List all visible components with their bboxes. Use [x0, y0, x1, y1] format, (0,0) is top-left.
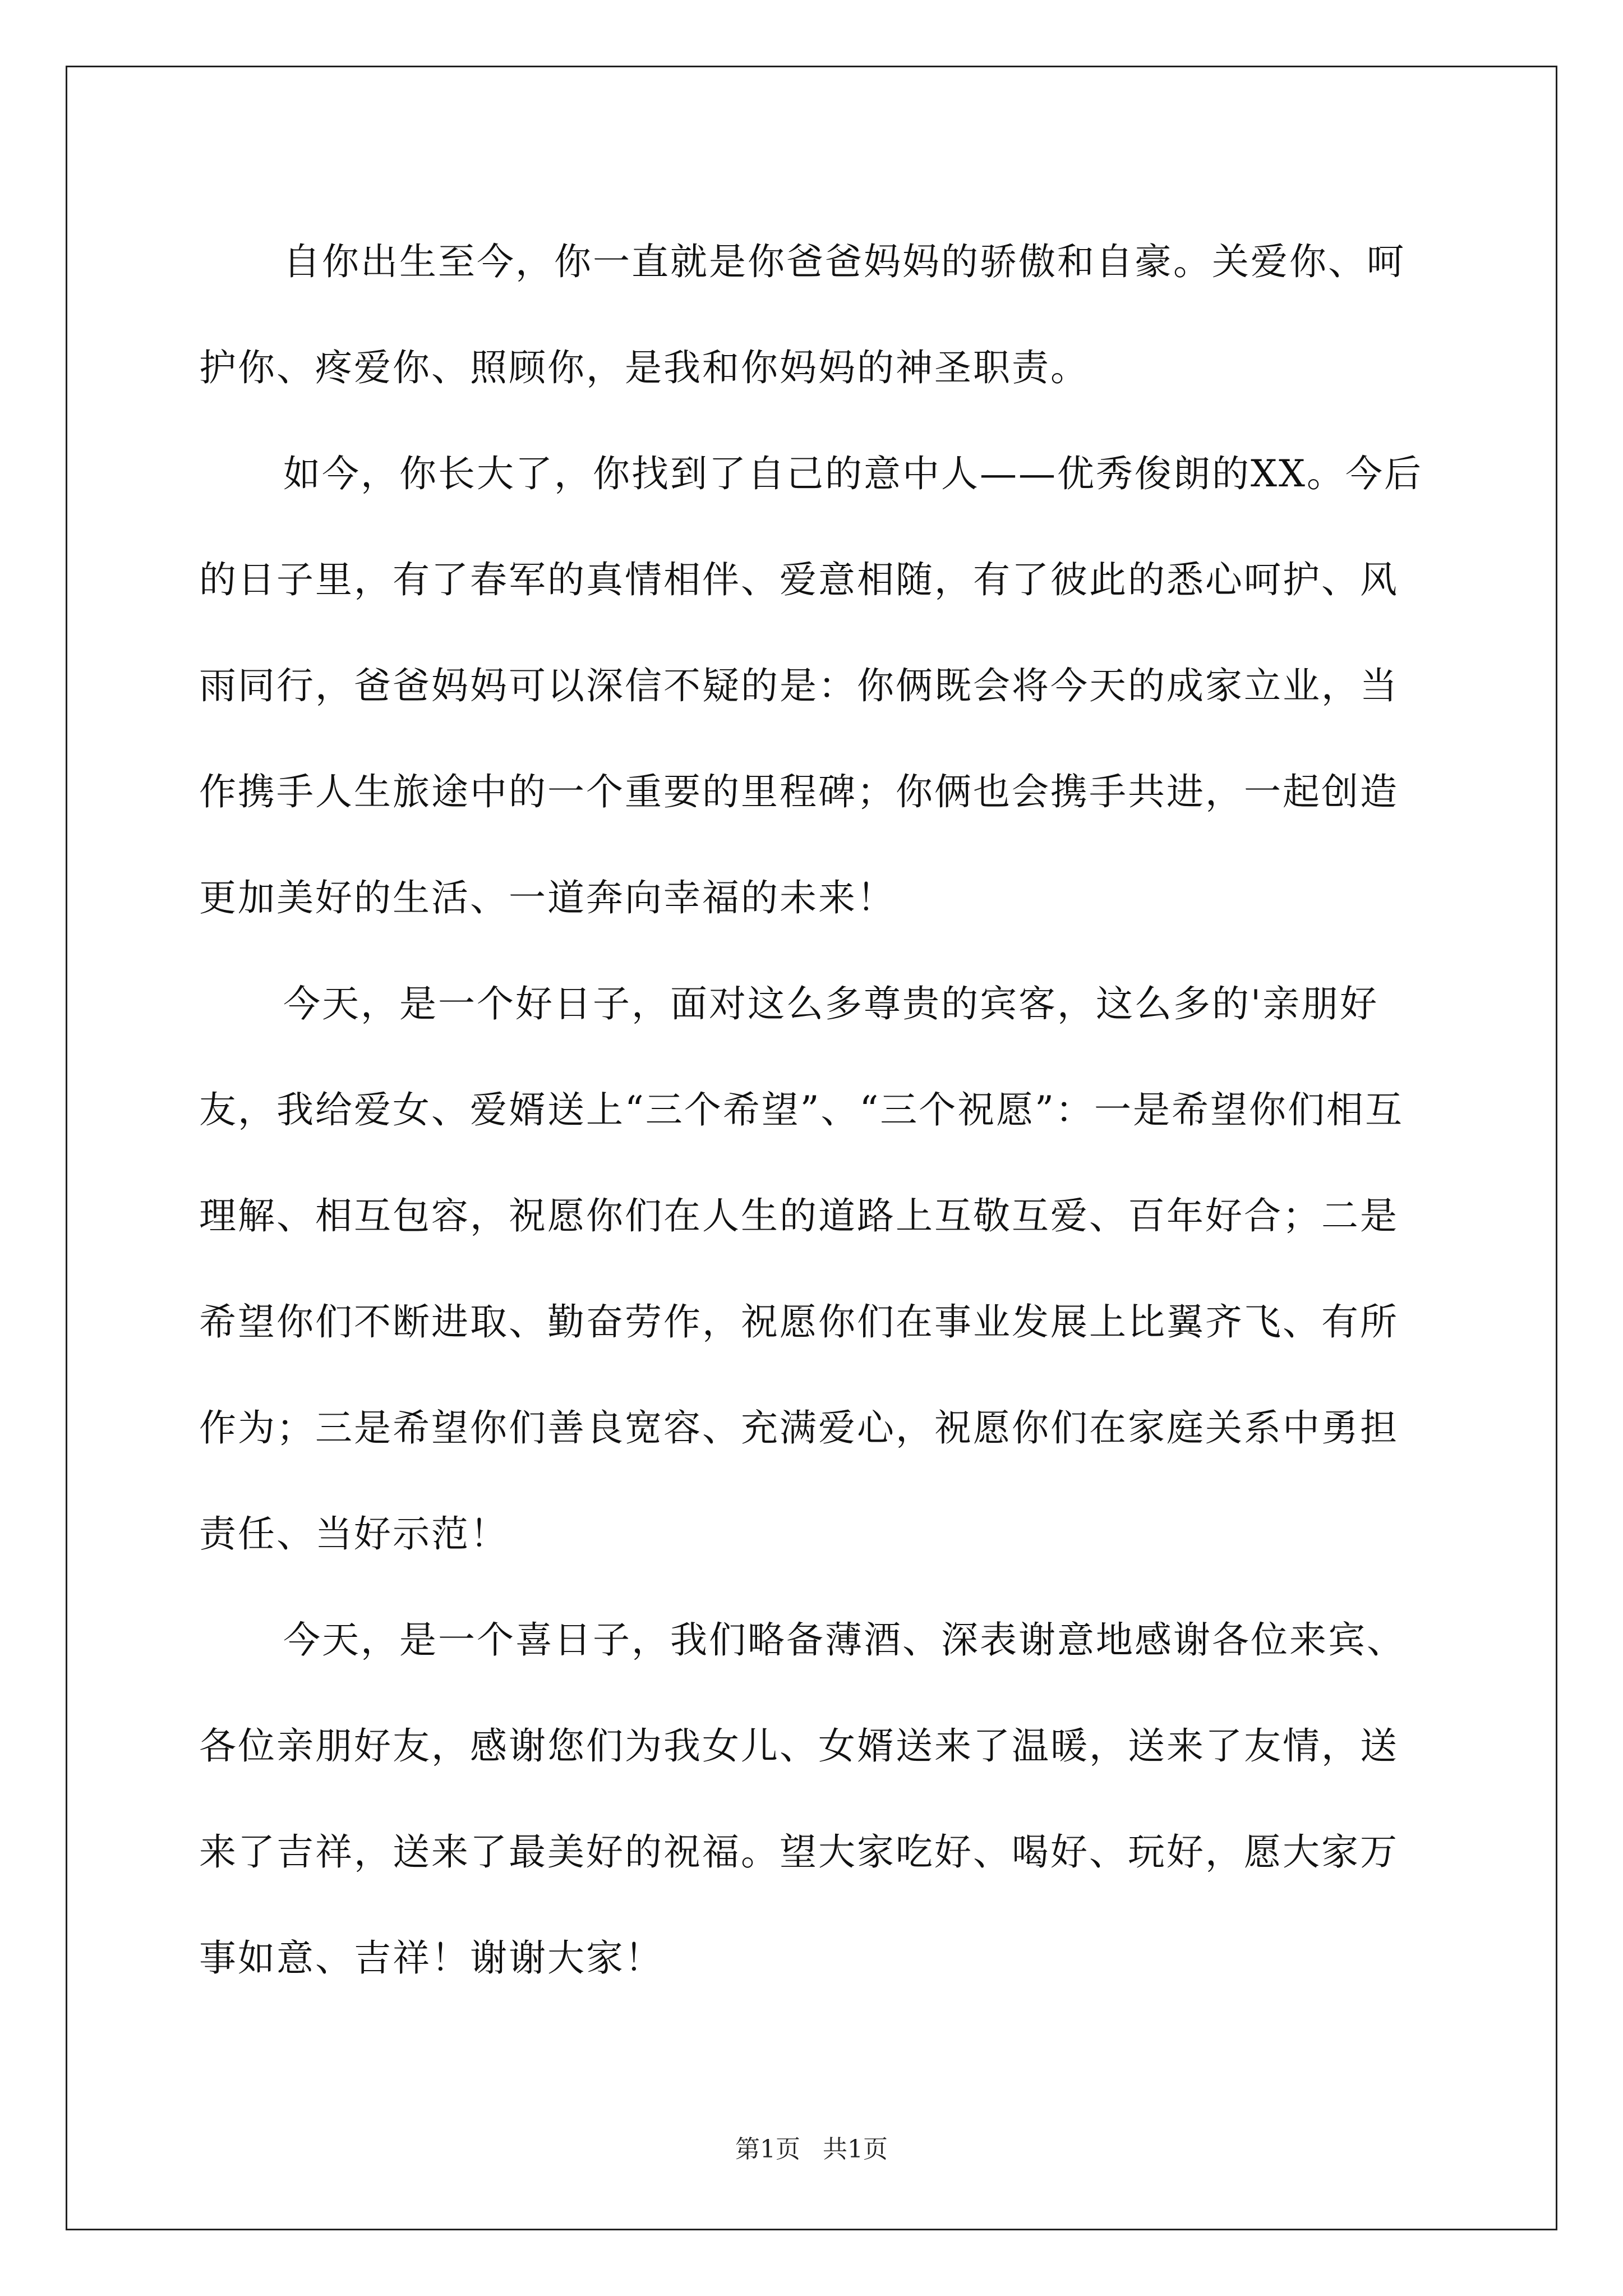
paragraph-3: 今天，是一个好日子，面对这么多尊贵的宾客，这么多的'亲朋好友，我给爱女、爱婿送上“三个希望”、“三个祝愿”：一是希望你们相互理解、相互包容，祝愿你们在人生的道路上互敬互爱、百年好合；二是希望你们不断进取、勤奋劳作，祝愿你们在事业发展上比翼齐飞、有所作为；三是希望你们善良宽容、充满爱心，祝愿你们在家庭关系中勇担责任、当好示范！	[199, 982, 1404, 1556]
page-number-total: 共1页	[823, 2135, 888, 2164]
page-number-current: 第1页	[735, 2135, 800, 2164]
page-footer	[0, 2133, 1623, 2166]
document-body	[199, 209, 1433, 2011]
paragraph-1: 自你出生至今，你一直就是你爸爸妈妈的骄傲和自豪。关爱你、呵护你、疼爱你、照顾你，是我和你妈妈的神圣职责。	[199, 240, 1405, 389]
paragraph-4: 今天，是一个喜日子，我们略备薄酒、深表谢意地感谢各位来宾、各位亲朋好友，感谢您们为我女儿、女婿送来了温暖，送来了友情，送来了吉祥，送来了最美好的祝福。望大家吃好、喝好、玩好，愿大家万事如意、吉祥！谢谢大家！	[199, 1618, 1405, 1980]
paragraph-2: 如今，你长大了，你找到了自己的意中人——优秀俊朗的XX。今后的日子里，有了春军的真情相伴、爱意相随，有了彼此的悉心呵护、风雨同行，爸爸妈妈可以深信不疑的是：你俩既会将今天的成家立业，当作携手人生旅途中的一个重要的里程碑；你俩也会携手共进，一起创造更加美好的生活、一道奔向幸福的未来！	[199, 452, 1423, 919]
